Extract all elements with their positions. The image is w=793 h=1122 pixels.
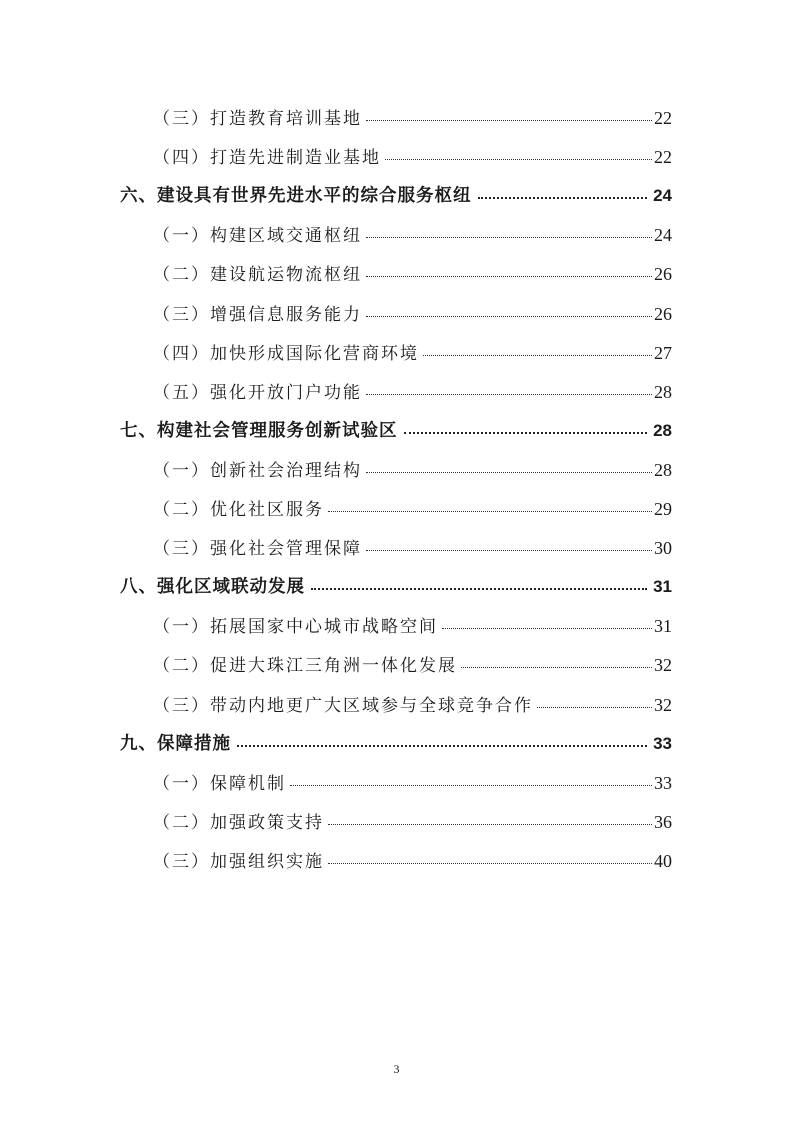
toc-entry-page-number: 28	[654, 459, 672, 480]
toc-entry-page-number: 30	[654, 538, 672, 559]
toc-dot-leader	[366, 471, 652, 473]
toc-dot-leader	[290, 784, 652, 786]
toc-dot-leader	[328, 823, 652, 825]
toc-section-entry[interactable]	[153, 847, 672, 877]
toc-section-entry[interactable]	[153, 260, 672, 290]
toc-section-entry[interactable]	[153, 143, 672, 173]
toc-entry-page-number: 22	[654, 108, 672, 128]
toc-entry-page-number: 32	[654, 655, 672, 676]
toc-entry-page-number: 24	[653, 186, 672, 206]
toc-chapter-entry[interactable]	[120, 730, 672, 760]
toc-dot-leader	[328, 510, 652, 512]
toc-chapter-entry[interactable]	[120, 182, 672, 212]
toc-entry-title: （一）构建区域交通枢纽	[153, 226, 362, 247]
toc-section-entry[interactable]	[153, 339, 672, 369]
toc-entry-page-number: 33	[653, 733, 672, 753]
toc-entry-title: 六、建设具有世界先进水平的综合服务枢纽	[120, 186, 472, 207]
toc-entry-page-number: 33	[654, 772, 672, 793]
toc-section-entry[interactable]	[153, 495, 672, 525]
toc-entry-title: （一）拓展国家中心城市战略空间	[153, 617, 438, 638]
toc-entry-title: （二）建设航运物流枢纽	[153, 265, 362, 286]
toc-entry-page-number: 36	[654, 811, 672, 832]
toc-entry-title: 七、构建社会管理服务创新试验区	[120, 420, 398, 441]
page-number: 3	[393, 1062, 400, 1076]
toc-entry-page-number: 40	[654, 850, 672, 871]
toc-section-entry[interactable]	[153, 104, 672, 134]
toc-dot-leader	[366, 236, 652, 238]
toc-entry-page-number: 31	[653, 577, 672, 597]
toc-dot-leader	[328, 862, 652, 864]
toc-section-entry[interactable]	[153, 691, 672, 721]
toc-section-entry[interactable]	[153, 534, 672, 564]
toc-section-entry[interactable]	[153, 651, 672, 681]
toc-dot-leader	[478, 196, 648, 199]
toc-section-entry[interactable]	[153, 456, 672, 486]
toc-entry-page-number: 31	[654, 616, 672, 637]
toc-entry-title: （五）强化开放门户功能	[153, 382, 362, 403]
toc-entry-page-number: 28	[653, 420, 672, 440]
toc-section-entry[interactable]	[153, 769, 672, 799]
toc-entry-page-number: 22	[654, 147, 672, 168]
toc-entry-page-number: 28	[654, 381, 672, 402]
toc-entry-title: （三）打造教育培训基地	[153, 109, 362, 129]
toc-section-entry[interactable]	[153, 808, 672, 838]
toc-dot-leader	[366, 119, 652, 121]
toc-entry-title: （三）加强组织实施	[153, 851, 324, 872]
toc-dot-leader	[366, 315, 652, 317]
toc-dot-leader	[366, 393, 652, 395]
toc-entry-page-number: 26	[654, 264, 672, 285]
toc-dot-leader	[442, 627, 652, 629]
toc-dot-leader	[537, 706, 652, 708]
toc-entry-title: （一）创新社会治理结构	[153, 460, 362, 481]
toc-dot-leader	[366, 549, 652, 551]
toc-entry-title: （三）强化社会管理保障	[153, 539, 362, 560]
toc-section-entry[interactable]	[153, 612, 672, 642]
toc-entry-title: （二）促进大珠江三角洲一体化发展	[153, 656, 457, 677]
toc-section-entry[interactable]	[153, 378, 672, 408]
toc-dot-leader	[404, 431, 648, 434]
toc-entry-title: 九、保障措施	[120, 733, 231, 754]
toc-entry-page-number: 29	[654, 499, 672, 519]
toc-entry-title: （四）打造先进制造业基地	[153, 148, 381, 169]
toc-dot-leader	[461, 666, 652, 668]
toc-section-entry[interactable]	[153, 221, 672, 251]
toc-entry-title: （三）增强信息服务能力	[153, 304, 362, 325]
toc-dot-leader	[385, 158, 652, 160]
toc-entry-title: （二）加强政策支持	[153, 812, 324, 833]
toc-entry-title: （二）优化社区服务	[153, 500, 324, 520]
toc-entry-title: （四）加快形成国际化营商环境	[153, 343, 419, 364]
toc-chapter-entry[interactable]	[120, 573, 672, 603]
toc-dot-leader	[366, 275, 652, 277]
toc-entry-title: （一）保障机制	[153, 773, 286, 794]
toc-chapter-entry[interactable]	[120, 417, 672, 447]
toc-entry-page-number: 27	[654, 342, 672, 363]
toc-dot-leader	[423, 354, 652, 356]
toc-section-entry[interactable]	[153, 300, 672, 330]
toc-entry-title: （三）带动内地更广大区域参与全球竞争合作	[153, 695, 533, 716]
toc-entry-page-number: 24	[654, 225, 672, 246]
toc-entry-page-number: 32	[654, 694, 672, 715]
toc-entry-title: 八、强化区域联动发展	[120, 577, 305, 598]
toc-dot-leader	[311, 587, 647, 590]
toc-entry-page-number: 26	[654, 303, 672, 324]
toc-dot-leader	[237, 744, 647, 747]
